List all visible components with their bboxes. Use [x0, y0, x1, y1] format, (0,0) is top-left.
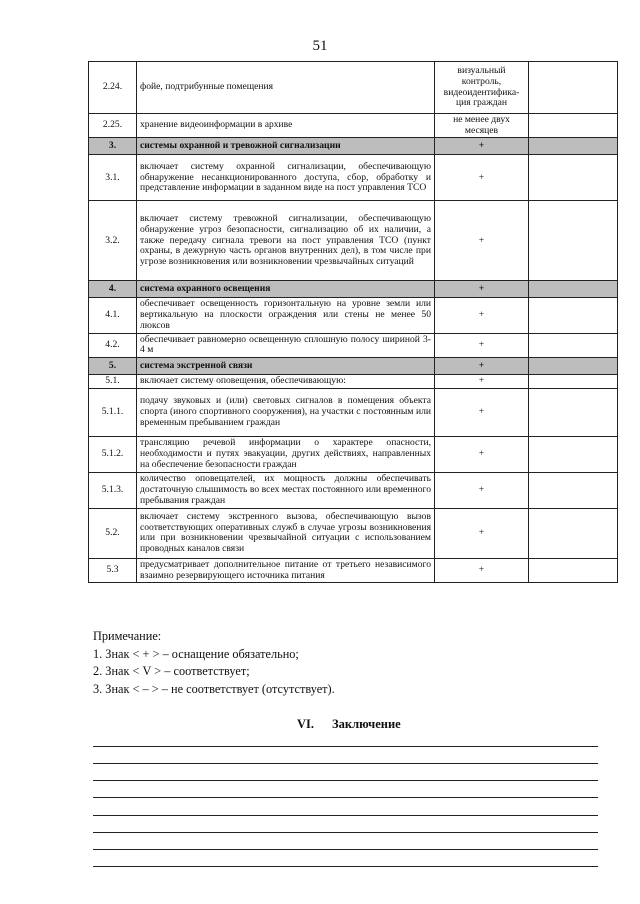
blank-line [93, 866, 598, 867]
row-compliance [529, 358, 618, 375]
table-row [89, 472, 618, 508]
blank-line [93, 815, 598, 816]
section-title: Заключение [332, 717, 401, 731]
row-number: 4.1. [89, 298, 137, 333]
row-description: включает систему тревожной сигнализации, обеспечивающую обнаружение угроз безопасности, сигнализацию об их наличии, а также передачу сигнала тревоги на пост управления ТСО (пункт охраны, в дежурную часть органов внутренних дел), в том числе при угрозе возникновения или возникновении чрезвычайных ситуаций [137, 201, 435, 281]
row-requirement: + [435, 388, 529, 436]
row-number: 5.3 [89, 558, 137, 582]
blank-line [93, 797, 598, 798]
section-number: VI. [297, 717, 315, 731]
row-number: 3.1. [89, 155, 137, 201]
blank-line [93, 849, 598, 850]
blank-line [93, 780, 598, 781]
row-compliance [529, 281, 618, 298]
blank-line [93, 763, 598, 764]
row-requirement: не менее двух месяцев [435, 114, 529, 138]
table-body [89, 62, 618, 583]
table-row [89, 298, 618, 333]
row-requirement: + [435, 138, 529, 155]
requirements-table [88, 61, 618, 583]
table-row [89, 114, 618, 138]
row-number: 5. [89, 358, 137, 375]
row-compliance [529, 138, 618, 155]
row-description: фойе, подтрибунные помещения [137, 62, 435, 114]
row-requirement: + [435, 558, 529, 582]
section-row [89, 138, 618, 155]
page-number: 51 [312, 38, 328, 54]
row-requirement: + [435, 375, 529, 389]
note-item: 2. Знак < V > – соответствует; [93, 664, 250, 678]
row-description: количество оповещателей, их мощность должны обеспечивать достаточную слышимость во всех местах постоянного или временного пребывания граждан [137, 472, 435, 508]
blank-line [93, 746, 598, 747]
section-row [89, 281, 618, 298]
row-compliance [529, 558, 618, 582]
row-requirement: + [435, 436, 529, 472]
note-item: 1. Знак < + > – оснащение обязательно; [93, 646, 299, 661]
row-compliance [529, 333, 618, 357]
row-description: обеспечивает освещенность горизонтальную на уровне земли или вертикальную на плоскости ограждения или стены не менее 50 люксов [137, 298, 435, 333]
table-row [89, 155, 618, 201]
note-item: 3. Знак < – > – не соответствует (отсутствует). [93, 681, 335, 696]
row-requirement: + [435, 201, 529, 281]
row-description: предусматривает дополнительное питание от третьего независимого взаимно резервирующего источника питания [137, 558, 435, 582]
row-description: система охранного освещения [137, 281, 435, 298]
row-requirement: визуальный контроль, видеоидентифика-ция граждан [435, 62, 529, 114]
row-requirement: + [435, 281, 529, 298]
row-number: 5.1.2. [89, 436, 137, 472]
row-compliance [529, 472, 618, 508]
row-requirement: + [435, 298, 529, 333]
row-description: включает систему оповещения, обеспечивающую: [137, 375, 435, 389]
row-number: 5.2. [89, 508, 137, 558]
row-requirement: + [435, 155, 529, 201]
table-row [89, 375, 618, 389]
section-heading [297, 717, 401, 732]
row-requirement: + [435, 333, 529, 357]
table-row [89, 62, 618, 114]
row-number: 4. [89, 281, 137, 298]
table-row [89, 388, 618, 436]
row-requirement: + [435, 472, 529, 508]
row-compliance [529, 155, 618, 201]
table-row [89, 558, 618, 582]
row-number: 2.24. [89, 62, 137, 114]
row-compliance [529, 114, 618, 138]
row-description: хранение видеоинформации в архиве [137, 114, 435, 138]
row-description: системы охранной и тревожной сигнализации [137, 138, 435, 155]
row-number: 3. [89, 138, 137, 155]
row-requirement: + [435, 508, 529, 558]
row-description: включает систему экстренного вызова, обеспечивающую вызов соответствующих оперативных служб в случае угрозы возникновения или при возникновении чрезвычайной ситуации с использованием проводных каналов связи [137, 508, 435, 558]
row-compliance [529, 508, 618, 558]
row-compliance [529, 375, 618, 389]
row-description: подачу звуковых и (или) световых сигналов в помещения объекта спорта (иного спортивного сооружения), на участки с постоянным или временным пребыванием граждан [137, 388, 435, 436]
table-row [89, 201, 618, 281]
row-description: обеспечивает равномерно освещенную сплошную полосу шириной 3-4 м [137, 333, 435, 357]
row-compliance [529, 436, 618, 472]
row-description: включает систему охранной сигнализации, обеспечивающую обнаружение несанкционированного доступа, сбор, обработку и представление информации в заданном виде на пост управления ТСО [137, 155, 435, 201]
table-row [89, 436, 618, 472]
row-number: 3.2. [89, 201, 137, 281]
row-number: 5.1.3. [89, 472, 137, 508]
row-number: 2.25. [89, 114, 137, 138]
row-description: трансляцию речевой информации о характере опасности, необходимости и путях эвакуации, других действиях, направленных на обеспечение безопасности граждан [137, 436, 435, 472]
row-compliance [529, 298, 618, 333]
row-compliance [529, 201, 618, 281]
blank-line [93, 832, 598, 833]
row-compliance [529, 62, 618, 114]
table-row [89, 508, 618, 558]
row-compliance [529, 388, 618, 436]
table-row [89, 333, 618, 357]
notes-block [93, 628, 335, 698]
notes-title: Примечание: [93, 629, 162, 643]
row-number: 5.1.1. [89, 388, 137, 436]
row-number: 5.1. [89, 375, 137, 389]
row-number: 4.2. [89, 333, 137, 357]
section-row [89, 358, 618, 375]
row-requirement: + [435, 358, 529, 375]
row-description: система экстренной связи [137, 358, 435, 375]
